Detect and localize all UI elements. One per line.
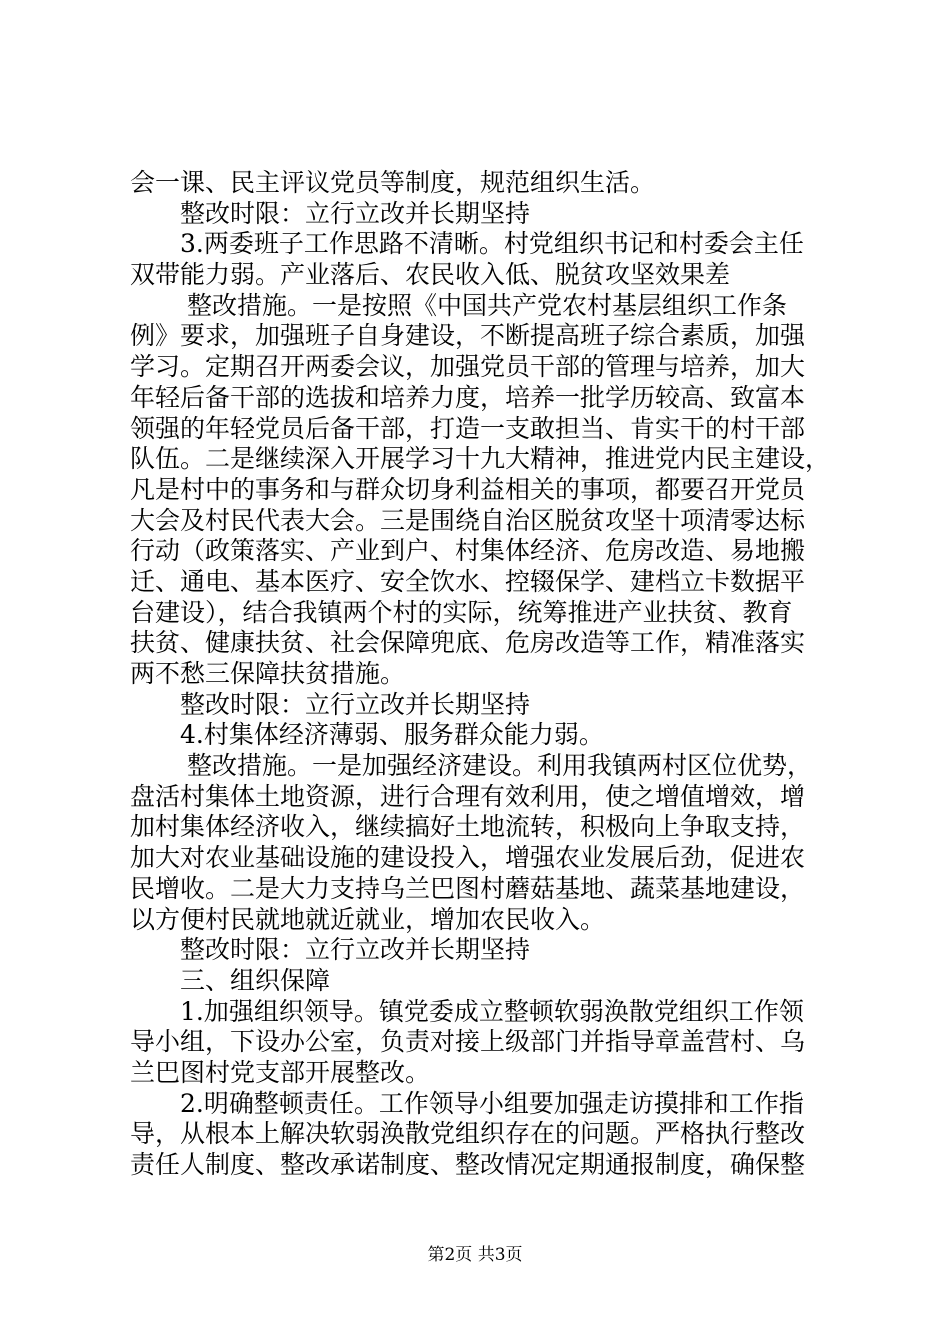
text-line: 导，从根本上解决软弱涣散党组织存在的问题。严格执行整改 (130, 1119, 806, 1149)
text-line: 导小组，下设办公室，负责对接上级部门并指导章盖营村、乌 (130, 1027, 806, 1057)
text-line: 以方便村民就地就近就业，增加农民收入。 (130, 904, 606, 934)
text-line: 3.两委班子工作思路不清晰。村党组织书记和村委会主任 (180, 229, 804, 259)
text-line: 加村集体经济收入，继续搞好土地流转，积极向上争取支持， (130, 812, 806, 842)
text-line: 2.明确整顿责任。工作领导小组要加强走访摸排和工作指 (180, 1088, 804, 1118)
text-line: 4.村集体经济薄弱、服务群众能力弱。 (180, 720, 604, 750)
text-line: 整改时限：立行立改并长期坚持 (180, 198, 531, 228)
text-line: 迁、通电、基本医疗、安全饮水、控辍保学、建档立卡数据平 (130, 566, 806, 596)
text-line: 队伍。二是继续深入开展学习十九大精神，推进党内民主建设， (130, 444, 830, 474)
text-line: 盘活村集体土地资源，进行合理有效利用，使之增值增效，增 (130, 781, 806, 811)
page-number-label: 第2页 共3页 (427, 1245, 523, 1265)
text-line: 三、组织保障 (180, 965, 331, 995)
text-line: 年轻后备干部的选拔和培养力度，培养一批学历较高、致富本 (130, 382, 806, 412)
text-line: 整改时限：立行立改并长期坚持 (180, 935, 531, 965)
document-body (130, 168, 830, 1181)
text-line: 民增收。二是大力支持乌兰巴图村蘑菇基地、蔬菜基地建设， (130, 873, 806, 903)
text-line: 责任人制度、整改承诺制度、整改情况定期通报制度，确保整 (130, 1150, 806, 1179)
text-line: 学习。定期召开两委会议，加强党员干部的管理与培养，加大 (130, 352, 806, 382)
text-line: 1.加强组织领导。镇党委成立整顿软弱涣散党组织工作领 (180, 996, 804, 1026)
text-line: 双带能力弱。产业落后、农民收入低、脱贫攻坚效果差 (130, 260, 731, 290)
text-line: 整改措施。一是加强经济建设。利用我镇两村区位优势， (187, 751, 813, 781)
text-line: 整改措施。一是按照《中国共产党农村基层组织工作条 (187, 290, 788, 320)
text-line: 台建设），结合我镇两个村的实际，统筹推进产业扶贫、教育 (130, 597, 793, 627)
text-line: 领强的年轻党员后备干部，打造一支敢担当、肯实干的村干部 (130, 413, 806, 443)
text-line: 扶贫、健康扶贫、社会保障兜底、危房改造等工作，精准落实 (130, 628, 806, 658)
text-line: 整改时限：立行立改并长期坚持 (180, 689, 531, 719)
text-line: 兰巴图村党支部开展整改。 (130, 1057, 431, 1087)
text-line: 两不愁三保障扶贫措施。 (130, 659, 406, 688)
page-footer (0, 1244, 950, 1266)
text-line: 行动（政策落实、产业到户、村集体经济、危房改造、易地搬 (130, 536, 806, 566)
text-line: 会一课、民主评议党员等制度，规范组织生活。 (130, 168, 656, 197)
text-line: 加大对农业基础设施的建设投入，增强农业发展后劲，促进农 (130, 843, 806, 873)
text-line: 凡是村中的事务和与群众切身利益相关的事项，都要召开党员 (130, 474, 806, 504)
text-line: 大会及村民代表大会。三是围绕自治区脱贫攻坚十项清零达标 (130, 505, 806, 535)
text-line: 例》要求，加强班子自身建设，不断提高班子综合素质，加强 (130, 321, 806, 351)
